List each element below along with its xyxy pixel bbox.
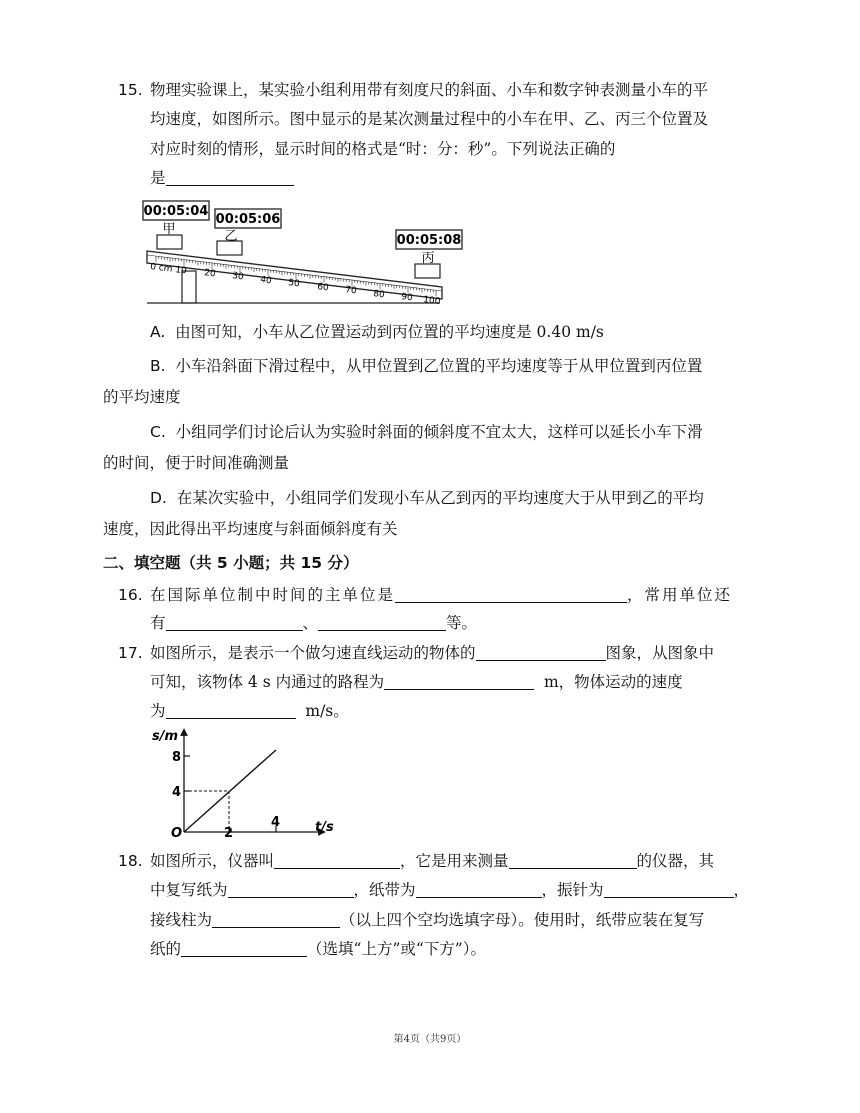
q15-line-3: 对应时刻的情形，显示时间的格式是“时：分：秒”。下列说法正确的: [150, 140, 616, 158]
q15-option-d[interactable]: [150, 488, 704, 508]
q18-text-k: （选填“上方”或“下方”）。: [307, 940, 486, 958]
y-axis-label: s/m: [152, 729, 179, 744]
q18-text-b: ，它是用来测量: [400, 852, 509, 870]
x-tick-label-2: 2: [224, 826, 234, 841]
q18-text-i: （以上四个空均选填字母）。使用时，纸带应装在复写: [340, 911, 705, 929]
ruler-label: 100: [422, 295, 441, 308]
q17-text-c: 可知，该物体 4 s 内通过的路程为: [150, 673, 385, 691]
option-d-text: 在某次实验中，小组同学们发现小车从乙到丙的平均速度大于从甲到乙的平均: [176, 489, 704, 507]
st-line: [184, 750, 276, 832]
ruler-label: 40: [259, 275, 273, 287]
q18-text-a: 如图所示，仪器叫: [150, 852, 275, 870]
option-b-continuation: 的平均速度: [103, 388, 181, 406]
option-c-label: C.: [150, 423, 166, 441]
ruler-label: 0 cm 10: [149, 262, 188, 277]
q16-text-b: ，常用单位还: [627, 586, 733, 604]
x-tick-label-4: 4: [271, 815, 281, 830]
ruler-label: 20: [203, 268, 217, 280]
option-b-label: B.: [150, 357, 166, 375]
cart-jia: [157, 235, 182, 249]
q18-text-g: ，: [733, 881, 750, 899]
ruler-label: 50: [287, 278, 301, 290]
q18-line-3: [150, 910, 704, 930]
q18-number: 18.: [118, 852, 143, 870]
q18-text-c: 的仪器，其: [636, 852, 715, 870]
y-tick-label-8: 8: [172, 750, 182, 765]
option-b-text: 小车沿斜面下滑过程中，从甲位置到乙位置的平均速度等于从甲位置到丙位置: [175, 357, 703, 375]
q16-number: 16.: [118, 586, 143, 604]
q18-text-j: 纸的: [150, 940, 182, 958]
incline-ruler: [147, 251, 442, 299]
q17-text-b: 图象，从图象中: [605, 644, 715, 662]
q17-number: 17.: [118, 644, 143, 662]
cart-bing: [415, 264, 440, 278]
q17-text-a: 如图所示，是表示一个做匀速直线运动的物体的: [150, 644, 476, 662]
clock-bing-time: 00:05:08: [396, 233, 462, 248]
ruler-label: 70: [344, 285, 358, 297]
q16-blank-1[interactable]: [395, 586, 627, 603]
cart-bing-label: 丙: [421, 251, 435, 266]
origin-label: O: [171, 826, 183, 841]
q16-text-a: 在国际单位制中时间的主单位是: [150, 586, 396, 604]
q16-blank-3[interactable]: [318, 614, 446, 631]
q17-line-1: [150, 643, 714, 663]
q15-number: 15.: [118, 81, 143, 99]
q18-text-f: ，振针为: [541, 881, 604, 899]
cart-yi-label: 乙: [224, 229, 238, 244]
q17-blank-1[interactable]: [476, 644, 606, 661]
q18-line-2: [150, 880, 749, 900]
q18-line-1: [150, 851, 714, 871]
option-c-text: 小组同学们讨论后认为实验时斜面的倾斜度不宜太大，这样可以延长小车下滑: [175, 423, 703, 441]
q17-blank-2[interactable]: [384, 673, 534, 690]
q18-blank-4[interactable]: [416, 881, 542, 898]
q18-text-e: ，纸带为: [353, 881, 416, 899]
y-tick-label-4: 4: [172, 785, 182, 800]
ruler-label: 90: [400, 292, 414, 304]
q16-blank-2[interactable]: [166, 614, 303, 631]
q16-text-e: 等。: [446, 614, 478, 632]
q15-option-a[interactable]: [150, 322, 604, 342]
option-a-text: 由图可知，小车从乙位置运动到丙位置的平均速度是 0.40 m/s: [175, 323, 604, 341]
q16-text-c: 有: [150, 614, 166, 632]
q16-line-1: [150, 585, 732, 605]
q15-line-4: [150, 168, 294, 188]
q17-text-f: m/s。: [305, 702, 349, 720]
q18-blank-5[interactable]: [604, 881, 734, 898]
q18-blank-3[interactable]: [228, 881, 354, 898]
st-graph: [150, 726, 340, 841]
q16-text-d: 、: [302, 614, 319, 632]
q15-answer-blank[interactable]: [166, 169, 294, 186]
q18-blank-1[interactable]: [274, 852, 400, 869]
q17-blank-3[interactable]: [166, 702, 296, 719]
q15-option-c[interactable]: [150, 422, 703, 442]
ruler-label: 30: [231, 271, 245, 283]
q17-text-e: 为: [150, 702, 166, 720]
q15-line-1: 物理实验课上，某实验小组利用带有刻度尺的斜面、小车和数字钟表测量小车的平: [150, 81, 709, 99]
cart-jia-label: 甲: [162, 222, 176, 237]
ruler-label: 80: [372, 289, 386, 301]
q17-text-d: m，物体运动的速度: [543, 673, 683, 691]
q17-line-2: [150, 672, 683, 692]
x-axis-label: t/s: [315, 820, 334, 835]
q16-line-2: [150, 613, 477, 633]
incline-figure: [140, 193, 462, 308]
ruler-label: 60: [316, 282, 330, 294]
q18-blank-2[interactable]: [509, 852, 637, 869]
clock-yi-time: 00:05:06: [215, 212, 281, 227]
clock-jia-time: 00:05:04: [143, 204, 209, 219]
option-c-continuation: 的时间，便于时间准确测量: [103, 454, 290, 472]
q18-line-4: [150, 939, 486, 959]
q15-line-2: 均速度，如图所示。图中显示的是某次测量过程中的小车在甲、乙、丙三个位置及: [150, 110, 709, 128]
q17-line-3: [150, 701, 349, 721]
section-title: 二、填空题（共 5 小题；共 15 分）: [103, 554, 359, 572]
q18-blank-7[interactable]: [181, 940, 307, 957]
option-d-label: D.: [150, 489, 167, 507]
option-d-continuation: 速度，因此得出平均速度与斜面倾斜度有关: [103, 520, 398, 538]
option-a-label: A.: [150, 323, 166, 341]
q15-option-b[interactable]: [150, 356, 702, 376]
q18-blank-6[interactable]: [212, 911, 340, 928]
q18-text-h: 接线柱为: [150, 911, 213, 929]
page-footer: 第4页（共9页）: [393, 1034, 467, 1045]
q15-last-word: 是: [150, 169, 166, 187]
q18-text-d: 中复写纸为: [150, 881, 228, 899]
